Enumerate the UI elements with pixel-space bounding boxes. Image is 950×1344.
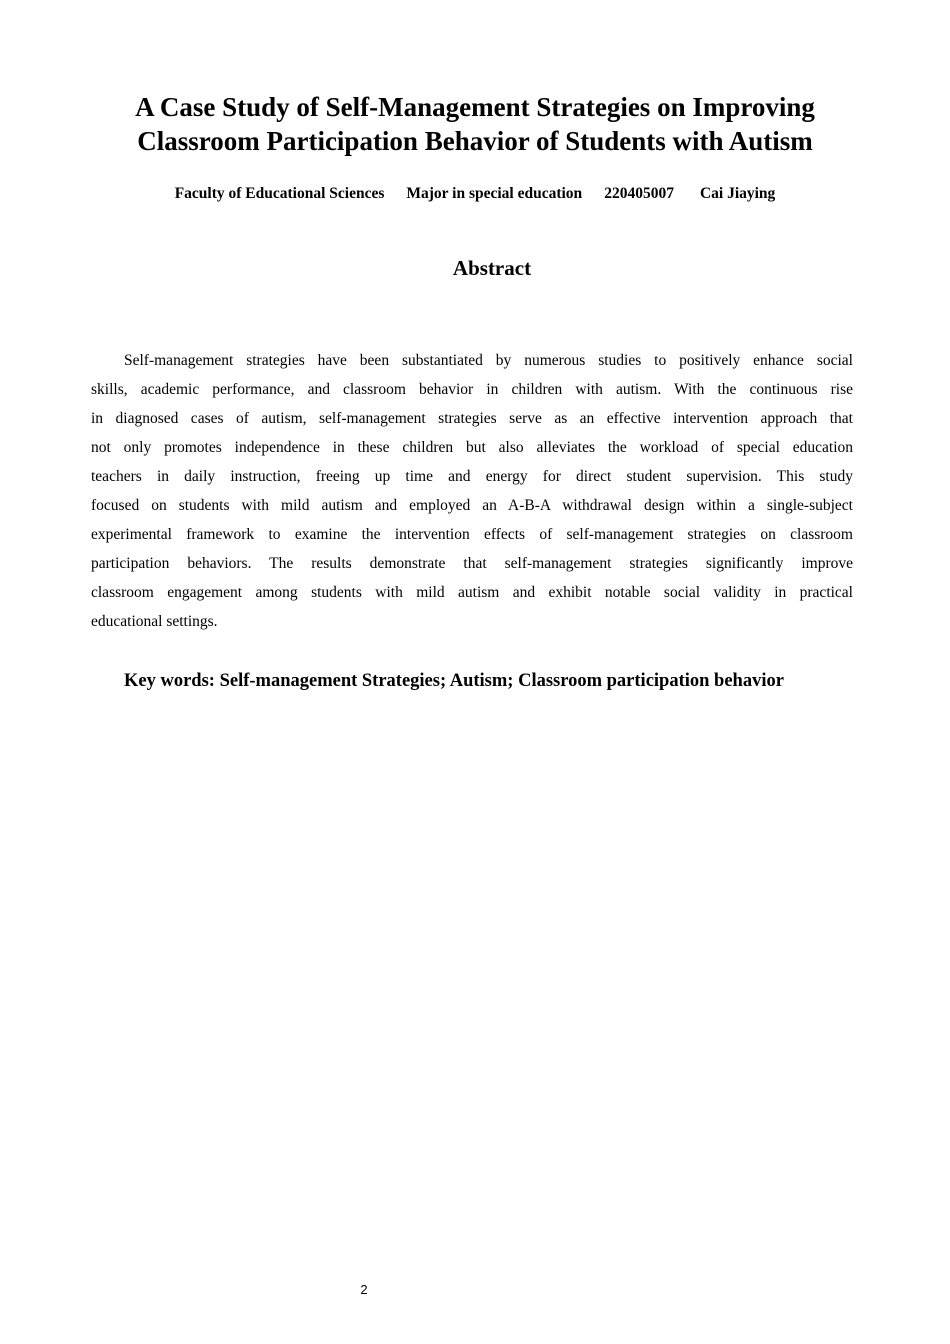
paper-title-line-2: Classroom Participation Behavior of Students with Autism	[137, 126, 813, 156]
abstract-heading: Abstract	[452, 256, 532, 280]
paper-title-line-1: A Case Study of Self-Management Strategies on Improving	[135, 92, 815, 122]
keywords: Key words: Self-management Strategies; Autism; Classroom participation behavior	[124, 671, 784, 691]
abstract-line: Self-management strategies have been substantiated by numerous studies to positively enhance social	[124, 352, 853, 369]
abstract-line: classroom engagement among students with mild autism and exhibit notable social validity in practical	[91, 584, 853, 601]
abstract-line: educational settings.	[91, 613, 218, 630]
abstract-line: not only promotes independence in these children but also alleviates the workload of special education	[91, 439, 853, 456]
abstract-line: experimental framework to examine the intervention effects of self-management strategies on classroom	[91, 526, 853, 543]
abstract-line: participation behaviors. The results demonstrate that self-management strategies significantly improve	[91, 555, 853, 572]
student-id: 220405007	[604, 185, 674, 202]
author-name: Cai Jiaying	[699, 185, 776, 202]
abstract-line: in diagnosed cases of autism, self-management strategies serve as an effective intervention approach that	[91, 410, 853, 427]
abstract-body	[91, 346, 853, 636]
faculty-name: Faculty of Educational Sciences	[174, 185, 385, 202]
abstract-line: focused on students with mild autism and employed an A-B-A withdrawal design within a single-subject	[91, 497, 853, 514]
abstract-line: skills, academic performance, and classroom behavior in children with autism. With the continuous rise	[91, 381, 853, 398]
abstract-line: teachers in daily instruction, freeing up time and energy for direct student supervision. This study	[91, 468, 853, 485]
paper-title	[90, 90, 860, 158]
major-name: Major in special education	[406, 185, 583, 202]
author-info	[0, 184, 950, 204]
page-number: 2	[360, 1282, 368, 1297]
